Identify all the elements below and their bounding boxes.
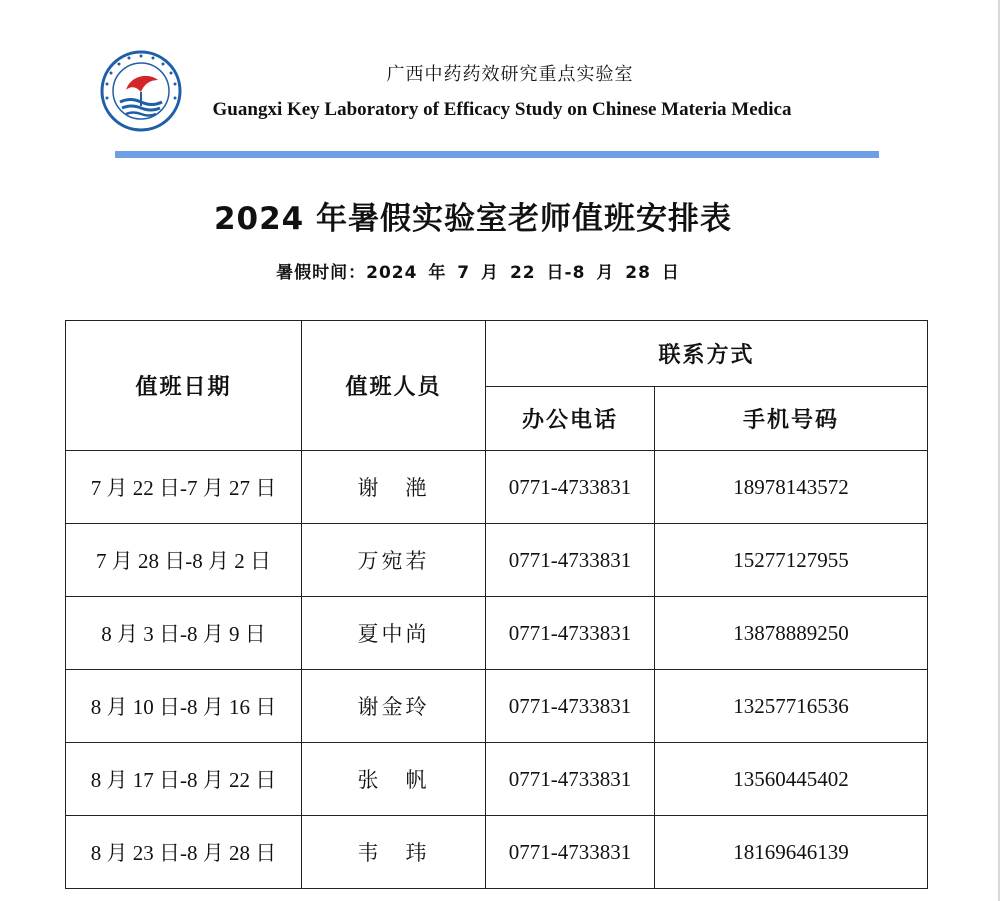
duty-date: 8 月 10 日-8 月 16 日 — [66, 670, 302, 743]
duty-person: 韦 玮 — [302, 816, 486, 889]
office-phone: 0771-4733831 — [486, 743, 655, 816]
duty-person: 张 帆 — [302, 743, 486, 816]
mobile-number: 13257716536 — [655, 670, 928, 743]
org-name-english: Guangxi Key Laboratory of Efficacy Study on Chinese Materia Medica — [212, 99, 792, 120]
table-row — [66, 743, 928, 816]
duty-schedule-table — [65, 320, 928, 889]
office-phone: 0771-4733831 — [486, 816, 655, 889]
header-mobile: 手机号码 — [655, 387, 928, 451]
office-phone: 0771-4733831 — [486, 670, 655, 743]
org-name-chinese: 广西中药药效研究重点实验室 — [386, 64, 634, 85]
mobile-number: 18978143572 — [655, 451, 928, 524]
table-row — [66, 597, 928, 670]
office-phone: 0771-4733831 — [486, 524, 655, 597]
table-row — [66, 670, 928, 743]
office-phone: 0771-4733831 — [486, 597, 655, 670]
table-row — [66, 524, 928, 597]
header-contact: 联系方式 — [486, 321, 928, 387]
header-date: 值班日期 — [66, 321, 302, 451]
office-phone: 0771-4733831 — [486, 451, 655, 524]
duty-person: 夏中尚 — [302, 597, 486, 670]
duty-date: 7 月 22 日-7 月 27 日 — [66, 451, 302, 524]
duty-date: 7 月 28 日-8 月 2 日 — [66, 524, 302, 597]
mobile-number: 13878889250 — [655, 597, 928, 670]
duty-date: 8 月 17 日-8 月 22 日 — [66, 743, 302, 816]
table-row — [66, 451, 928, 524]
duty-person: 万宛若 — [302, 524, 486, 597]
mobile-number: 18169646139 — [655, 816, 928, 889]
mobile-number: 15277127955 — [655, 524, 928, 597]
header-office-phone: 办公电话 — [486, 387, 655, 451]
header-divider — [115, 151, 879, 158]
duty-date: 8 月 23 日-8 月 28 日 — [66, 816, 302, 889]
lab-logo — [100, 50, 182, 132]
holiday-period: 暑假时间：2024 年 7 月 22 日-8 月 28 日 — [276, 263, 680, 283]
duty-person: 谢 滟 — [302, 451, 486, 524]
duty-date: 8 月 3 日-8 月 9 日 — [66, 597, 302, 670]
header-person: 值班人员 — [302, 321, 486, 451]
duty-person: 谢金玲 — [302, 670, 486, 743]
mobile-number: 13560445402 — [655, 743, 928, 816]
table-row — [66, 816, 928, 889]
document-title: 2024 年暑假实验室老师值班安排表 — [213, 201, 733, 237]
